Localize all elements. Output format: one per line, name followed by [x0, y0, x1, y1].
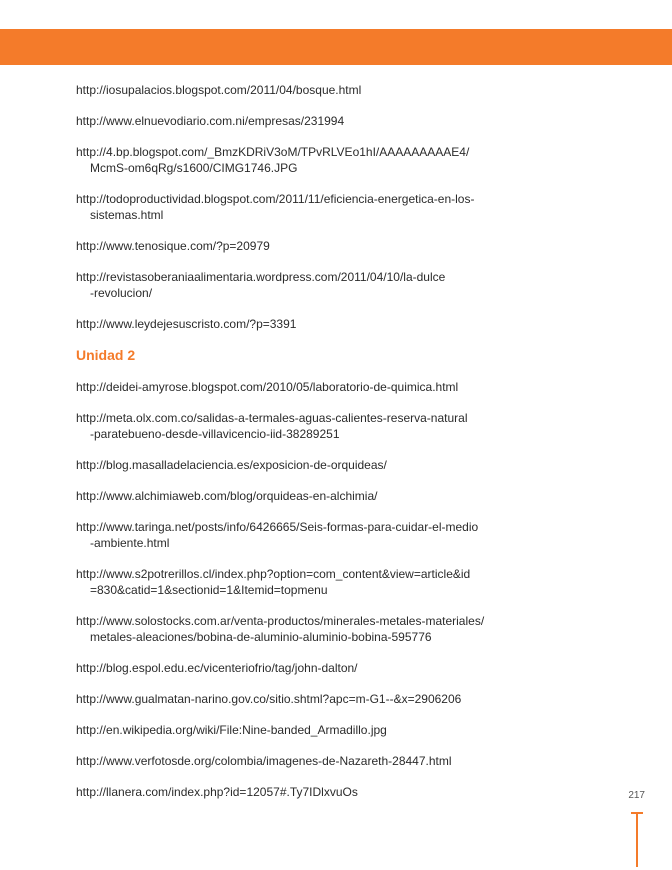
header-band	[0, 29, 672, 65]
reference-link[interactable]: http://www.solostocks.com.ar/venta-productos/minerales-metales-materiales/ metales-aleaciones/bobina-de-aluminio-aluminio-bobina-595776	[76, 614, 485, 644]
reference-link[interactable]: http://blog.masalladelaciencia.es/exposicion-de-orquideas/	[76, 458, 387, 472]
reference-list	[76, 82, 486, 815]
reference-link[interactable]: http://todoproductividad.blogspot.com/2011/11/eficiencia-energetica-en-los- sistemas.html	[76, 192, 475, 222]
reference-link[interactable]: http://4.bp.blogspot.com/_BmzKDRiV3oM/TPvRLVEo1hI/AAAAAAAAAE4/ McmS-om6qRg/s1600/CIMG1746.JPG	[76, 145, 470, 175]
reference-link[interactable]: http://llanera.com/index.php?id=12057#.Ty7IDlxvuOs	[76, 785, 358, 799]
reference-link[interactable]: http://www.elnuevodiario.com.ni/empresas/231994	[76, 114, 345, 128]
reference-link[interactable]: http://www.verfotosde.org/colombia/imagenes-de-Nazareth-28447.html	[76, 754, 452, 768]
unidad-2-references	[76, 379, 486, 800]
reference-link[interactable]: http://blog.espol.edu.ec/vicenteriofrio/tag/john-dalton/	[76, 661, 358, 675]
section-heading-unidad-2: Unidad 2	[76, 347, 136, 363]
reference-link[interactable]: http://www.alchimiaweb.com/blog/orquideas-en-alchimia/	[76, 489, 378, 503]
reference-link[interactable]: http://deidei-amyrose.blogspot.com/2010/05/laboratorio-de-quimica.html	[76, 380, 459, 394]
reference-link[interactable]: http://www.taringa.net/posts/info/6426665/Seis-formas-para-cuidar-el-medio -ambiente.html	[76, 520, 479, 550]
page-number: 217	[628, 790, 645, 801]
page-marker	[636, 812, 638, 867]
reference-link[interactable]: http://meta.olx.com.co/salidas-a-termales-aguas-calientes-reserva-natural -paratebueno-desde-villavicencio-iid-38289251	[76, 411, 468, 441]
reference-link[interactable]: http://www.tenosique.com/?p=20979	[76, 239, 270, 253]
reference-link[interactable]: http://www.leydejesuscristo.com/?p=3391	[76, 317, 297, 331]
reference-link[interactable]: http://www.gualmatan-narino.gov.co/sitio.shtml?apc=m-G1--&x=2906206	[76, 692, 462, 706]
reference-link[interactable]: http://revistasoberaniaalimentaria.wordpress.com/2011/04/10/la-dulce -revolucion/	[76, 270, 446, 300]
reference-link[interactable]: http://www.s2potrerillos.cl/index.php?option=com_content&view=article&id =830&catid=1&sectionid=1&Itemid=topmenu	[76, 567, 471, 597]
reference-link[interactable]: http://en.wikipedia.org/wiki/File:Nine-banded_Armadillo.jpg	[76, 723, 387, 737]
unidad-1-references	[76, 82, 486, 332]
reference-link[interactable]: http://iosupalacios.blogspot.com/2011/04/bosque.html	[76, 83, 362, 97]
